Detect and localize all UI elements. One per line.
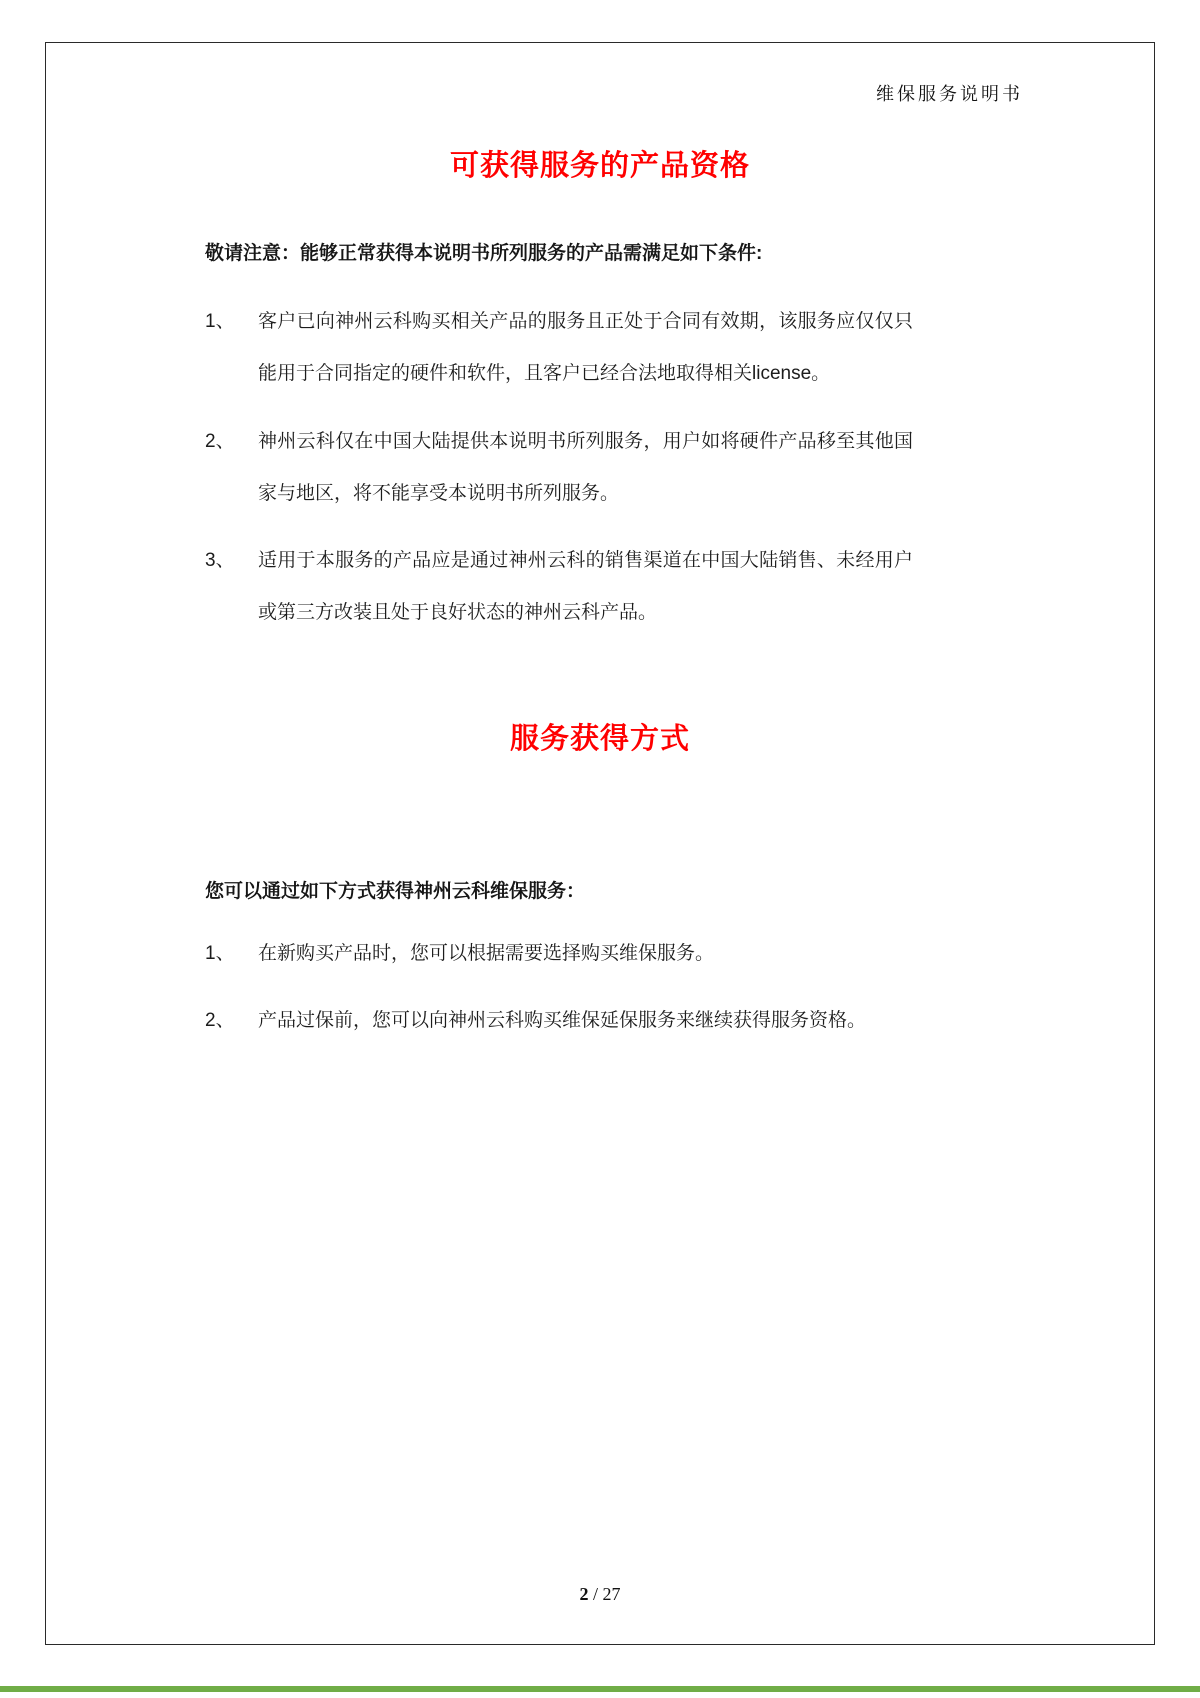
list-item — [205, 995, 920, 1047]
section2-title: 服务获得方式 — [509, 723, 690, 755]
footer-separator: / — [588, 1584, 603, 1604]
list-item-number: 1、 — [205, 943, 235, 964]
section2-intro: 您可以通过如下方式获得神州云科维保服务： — [205, 881, 586, 902]
section1-intro: 敬请注意：能够正常获得本说明书所列服务的产品需满足如下条件: — [205, 243, 763, 264]
list-item-text: 适用于本服务的产品应是通过神州云科的销售渠道在中国大陆销售、未经用户或第三方改装且处于良好状态的神州云科产品。 — [258, 550, 913, 624]
list-item — [205, 416, 920, 521]
list-item — [205, 535, 920, 640]
list-item-number: 2、 — [205, 430, 235, 452]
page-footer — [0, 1584, 1200, 1605]
list-item — [205, 296, 920, 401]
bottom-accent-bar — [0, 1686, 1200, 1692]
list-item — [205, 928, 920, 980]
list-item-number: 1、 — [205, 311, 235, 332]
section1-title: 可获得服务的产品资格 — [449, 150, 750, 182]
list-item-text: 产品过保前，您可以向神州云科购买维保延保服务来继续获得服务资格。 — [258, 1010, 867, 1032]
list-item-text: 客户已向神州云科购买相关产品的服务且正处于合同有效期，该服务应仅仅只能用于合同指定的硬件和软件，且客户已经合法地取得相关license。 — [258, 311, 913, 385]
header-doc-title: 维保服务说明书 — [876, 84, 1023, 104]
page-border — [45, 42, 1155, 1645]
section2-list — [205, 928, 920, 1063]
list-item-text: 在新购买产品时，您可以根据需要选择购买维保服务。 — [258, 943, 715, 964]
footer-total-pages: 27 — [602, 1584, 621, 1604]
section1-list — [205, 296, 920, 655]
list-item-text: 神州云科仅在中国大陆提供本说明书所列服务，用户如将硬件产品移至其他国家与地区，将不能享受本说明书所列服务。 — [258, 430, 913, 504]
list-item-number: 2、 — [205, 1010, 235, 1032]
list-item-number: 3、 — [205, 550, 235, 571]
footer-page-number: 2 — [579, 1584, 589, 1604]
